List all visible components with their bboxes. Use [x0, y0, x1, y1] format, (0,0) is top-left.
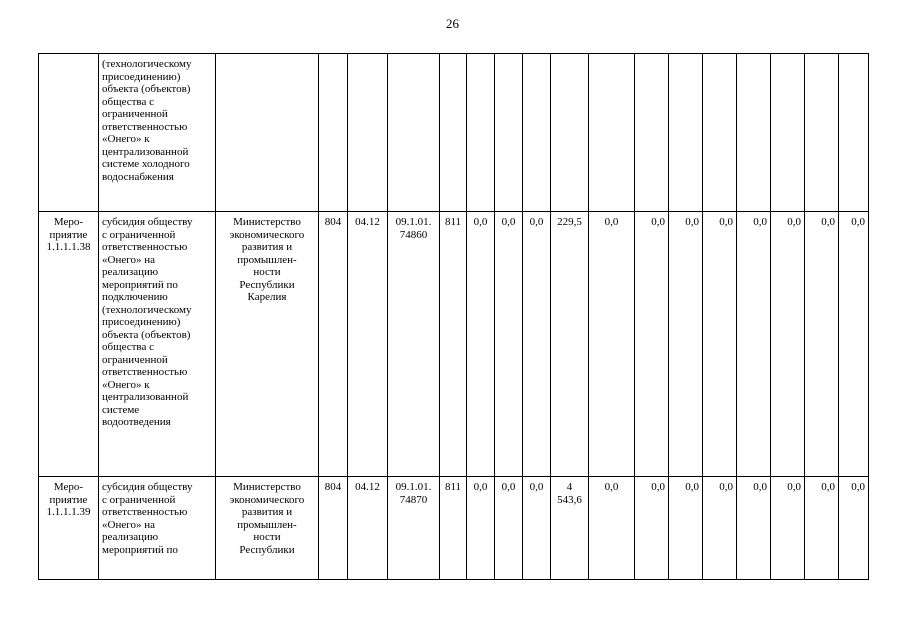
value-cell: 0,0: [737, 212, 771, 477]
rzpr-code: 04.12: [348, 477, 388, 580]
budget-table: [38, 53, 869, 580]
value-cell: [703, 54, 737, 212]
value-cell: [635, 54, 669, 212]
value-cell: [805, 54, 839, 212]
value-cell: 0,0: [703, 212, 737, 477]
value-cell: [737, 54, 771, 212]
vr-code: [440, 54, 467, 212]
value-cell: 0,0: [589, 212, 635, 477]
value-cell: 0,0: [703, 477, 737, 580]
grbs-code: 804: [319, 477, 348, 580]
value-cell: 229,5: [551, 212, 589, 477]
value-cell: [839, 54, 869, 212]
activity-description: субсидия обществу с ограниченной ответственностью «Онего» на реализацию мероприятий по: [99, 477, 216, 580]
vr-code: 811: [440, 477, 467, 580]
value-cell: [589, 54, 635, 212]
value-cell: 0,0: [737, 477, 771, 580]
value-cell: 0,0: [839, 477, 869, 580]
value-cell: 0,0: [495, 212, 523, 477]
value-cell: 0,0: [669, 477, 703, 580]
csr-code: [388, 54, 440, 212]
executor-name: Министерство экономического развития и промышлен- ности Республики: [216, 477, 319, 580]
rzpr-code: [348, 54, 388, 212]
value-cell: 0,0: [523, 477, 551, 580]
value-cell: 0,0: [771, 212, 805, 477]
value-cell: 0,0: [669, 212, 703, 477]
value-cell: 0,0: [635, 477, 669, 580]
value-cell: [551, 54, 589, 212]
value-cell: 0,0: [589, 477, 635, 580]
value-cell: 0,0: [805, 212, 839, 477]
table-row: [39, 212, 869, 477]
value-cell: [523, 54, 551, 212]
table-row: [39, 54, 869, 212]
value-cell: 0,0: [523, 212, 551, 477]
value-cell: 0,0: [495, 477, 523, 580]
value-cell: [495, 54, 523, 212]
grbs-code: [319, 54, 348, 212]
activity-label: Меро- приятие 1.1.1.1.39: [39, 477, 99, 580]
csr-code: 09.1.01. 74870: [388, 477, 440, 580]
grbs-code: 804: [319, 212, 348, 477]
value-cell: [467, 54, 495, 212]
value-cell: 0,0: [771, 477, 805, 580]
executor-name: Министерство экономического развития и промышлен- ности Республики Карелия: [216, 212, 319, 477]
activity-label: [39, 54, 99, 212]
rzpr-code: 04.12: [348, 212, 388, 477]
table-row: [39, 477, 869, 580]
activity-description: (технологическому присоединению) объекта (объектов) общества с ограниченной ответственностью «Онего» к централизованной системе холодного водоснабжения: [99, 54, 216, 212]
activity-description: субсидия обществу с ограниченной ответственностью «Онего» на реализацию мероприятий по подключению (технологическому присоединению) объекта (объектов) общества с ограниченной ответственностью «Онего» к централизованной системе водоотведения: [99, 212, 216, 477]
value-cell: 0,0: [635, 212, 669, 477]
value-cell: 0,0: [467, 477, 495, 580]
page-number: 26: [446, 16, 459, 31]
csr-code: 09.1.01. 74860: [388, 212, 440, 477]
value-cell: 0,0: [805, 477, 839, 580]
value-cell: 0,0: [839, 212, 869, 477]
executor-name: [216, 54, 319, 212]
value-cell: [771, 54, 805, 212]
value-cell: [669, 54, 703, 212]
value-cell: 0,0: [467, 212, 495, 477]
value-cell: 4 543,6: [551, 477, 589, 580]
activity-label: Меро- приятие 1.1.1.1.38: [39, 212, 99, 477]
vr-code: 811: [440, 212, 467, 477]
